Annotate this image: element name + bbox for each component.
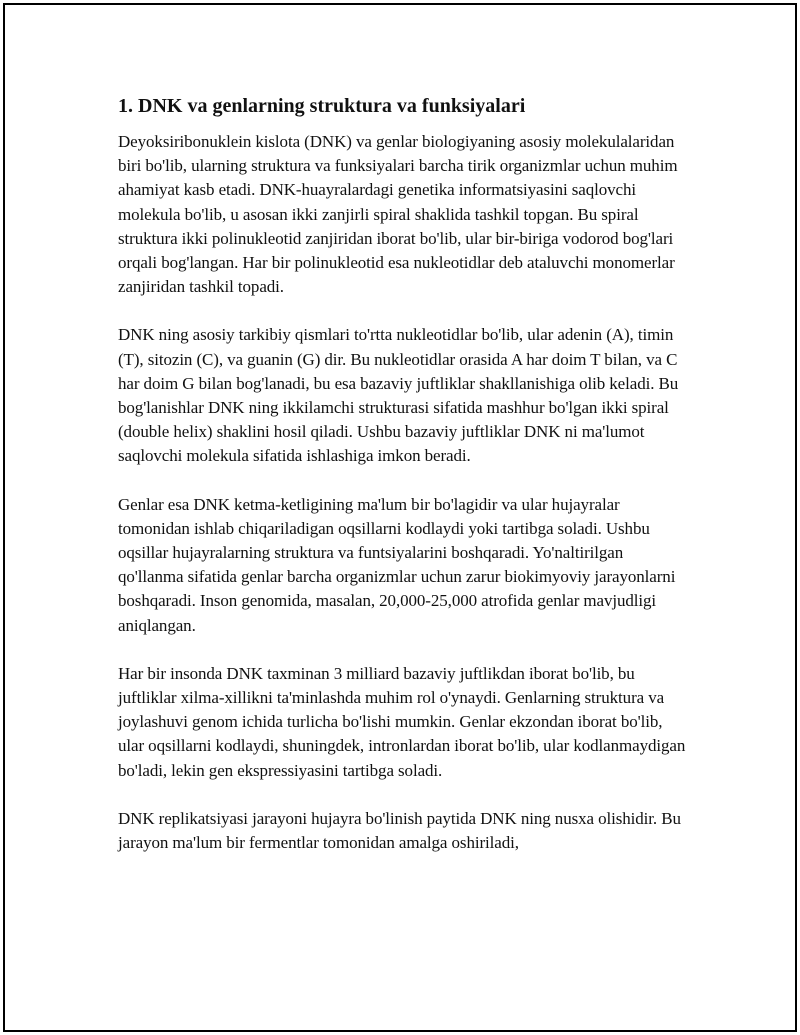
- paragraph-2: DNK ning asosiy tarkibiy qismlari to'rtta nukleotidlar bo'lib, ular adenin (A), timin (T), sitozin (C), va guanin (G) dir. Bu nukleotidlar orasida A har doim T bilan, va C har doim G bilan bog'lanadi, bu esa bazaviy juftliklar shakllanishiga olib keladi. Bu bog'lanishlar DNK ning ikkilamchi strukturasi sifatida mashhur bo'lgan ikki spiral (double helix) shaklini hosil qiladi. Ushbu bazaviy juftliklar DNK ni ma'lumot saqlovchi molekula sifatida ishlashiga imkon beradi.: [118, 325, 679, 466]
- paragraph-3: Genlar esa DNK ketma-ketligining ma'lum bir bo'lagidir va ular hujayralar tomonidan ishlab chiqariladigan oqsillarni kodlaydi yoki tartibga soladi. Ushbu oqsillar hujayralarning struktura va funtsiyalarini boshqaradi. Yo'naltirilgan qo'llanma sifatida genlar barcha organizmlar uchun zarur biokimyoviy jarayonlarni boshqaradi. Inson genomida, masalan, 20,000-25,000 atrofida genlar mavjudligi aniqlangan.: [118, 494, 676, 635]
- paragraph-1: Deyoksiribonuklein kislota (DNK) va genlar biologiyaning asosiy molekulalaridan biri bo'lib, ularning struktura va funksiyalari barcha tirik organizmlar uchun muhim ahamiyat kasb etadi. DNK-huayralardagi genetika informatsiyasini saqlovchi molekula bo'lib, u asosan ikki zanjirli spiral shaklida tashkil topgan. Bu spiral struktura ikki polinukleotid zanjiridan iborat bo'lib, ular bir-biriga vodorod bog'lari orqali bog'langan. Har bir polinukleotid esa nukleotidlar deb ataluvchi monomerlar zanjiridan tashkil topadi.: [118, 132, 678, 297]
- paragraph-5: DNK replikatsiyasi jarayoni hujayra bo'linish paytida DNK ning nusxa olishidir. Bu jarayon ma'lum bir fermentlar tomonidan amalga oshiriladi,: [118, 808, 681, 853]
- section-heading: 1. DNK va genlarning struktura va funksiyalari: [118, 95, 526, 117]
- paragraph-4: Har bir insonda DNK taxminan 3 milliard bazaviy juftlikdan iborat bo'lib, bu juftliklar xilma-xillikni ta'minlashda muhim rol o'ynaydi. Genlarning struktura va joylashuvi genom ichida turlicha bo'lishi mumkin. Genlar ekzondan iborat bo'lib, ular oqsillarni kodlaydi, shuningdek, intronlardan iborat bo'lib, ular kodlanmaydigan bo'ladi, lekin gen ekspressiyasini tartibga soladi.: [118, 663, 686, 780]
- document-body: [118, 92, 690, 879]
